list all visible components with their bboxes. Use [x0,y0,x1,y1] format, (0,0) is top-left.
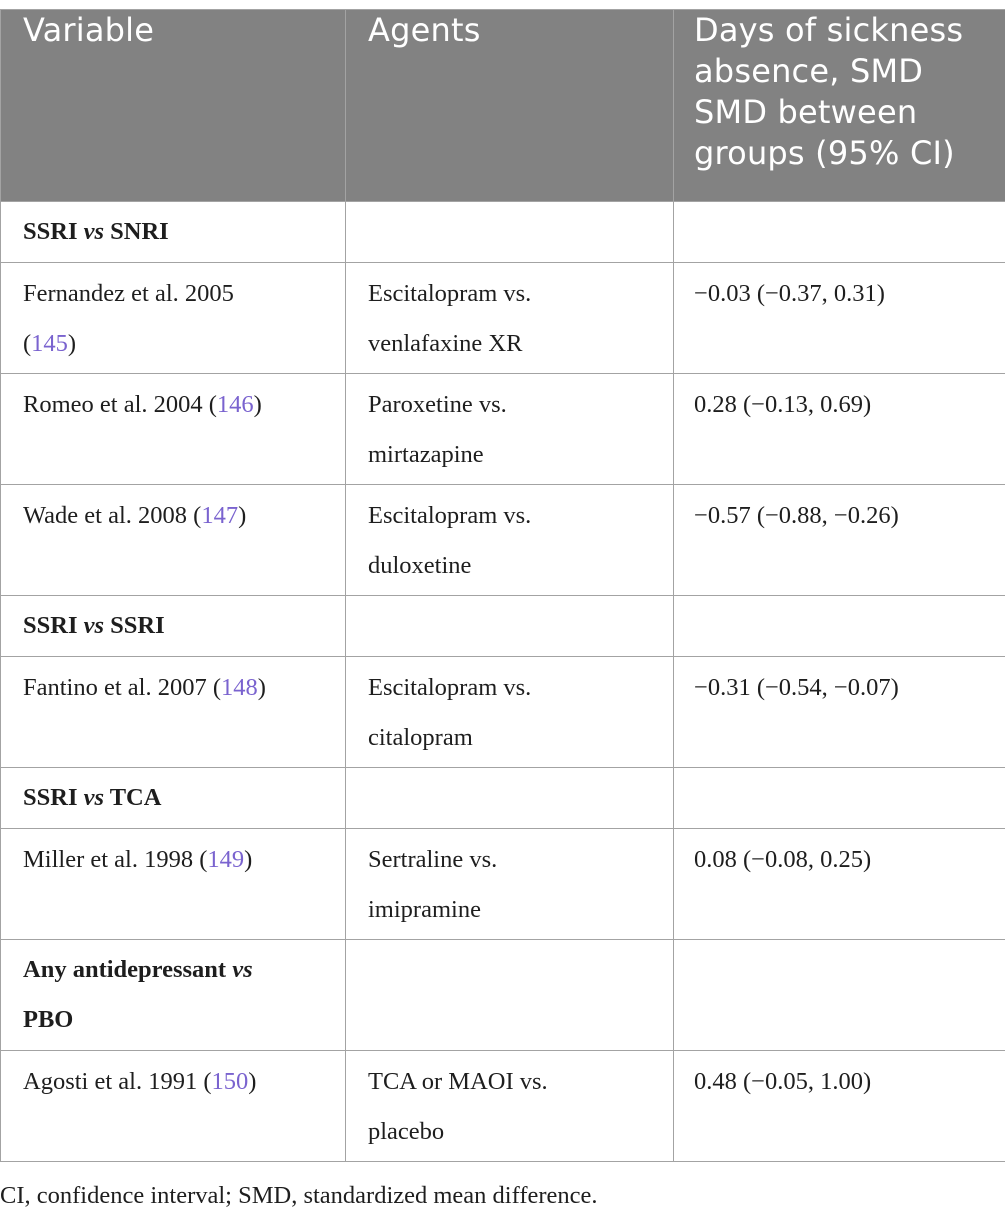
group-row [1,596,1005,657]
group-label: Any antidepressant vs PBO [1,940,346,1051]
study-cell: Wade et al. 2008 (147) [1,485,346,596]
header-row [1,10,1005,202]
reference-link[interactable]: 149 [207,846,245,873]
agents-cell: Escitalopram vs. venlafaxine XR [346,263,674,374]
table-footnote: CI, confidence interval; SMD, standardized mean difference. [0,1182,598,1209]
header-smd-line3: SMD between [694,93,918,131]
smd-cell: −0.31 (−0.54, −0.07) [674,657,1005,768]
group-label: SSRI vs SNRI [1,202,346,263]
group-row [1,768,1005,829]
group-empty-cell [674,768,1005,829]
group-empty-cell [346,768,674,829]
header-smd-line1: Days of sickness [694,11,964,49]
agents-cell: TCA or MAOI vs. placebo [346,1051,674,1162]
group-empty-cell [346,202,674,263]
group-label: SSRI vs SSRI [1,596,346,657]
header-variable: Variable [1,10,346,202]
group-empty-cell [346,940,674,1051]
smd-cell: 0.08 (−0.08, 0.25) [674,829,1005,940]
table-row [1,374,1005,485]
table-row [1,657,1005,768]
study-cell: Miller et al. 1998 (149) [1,829,346,940]
group-label: SSRI vs TCA [1,768,346,829]
group-empty-cell [346,596,674,657]
smd-cell: 0.28 (−0.13, 0.69) [674,374,1005,485]
agents-cell: Paroxetine vs. mirtazapine [346,374,674,485]
study-cell: Agosti et al. 1991 (150) [1,1051,346,1162]
reference-link[interactable]: 148 [221,674,258,701]
group-empty-cell [674,596,1005,657]
table-row [1,263,1005,374]
reference-link[interactable]: 145 [31,330,68,357]
reference-link[interactable]: 147 [201,502,239,529]
header-smd-line2: absence, SMD [694,52,924,90]
smd-cell: −0.03 (−0.37, 0.31) [674,263,1005,374]
smd-cell: 0.48 (−0.05, 1.00) [674,1051,1005,1162]
table-row [1,485,1005,596]
agents-cell: Sertraline vs. imipramine [346,829,674,940]
group-row [1,202,1005,263]
table-row [1,1051,1005,1162]
header-smd [674,10,1005,202]
study-cell: Romeo et al. 2004 (146) [1,374,346,485]
table-row [1,829,1005,940]
group-empty-cell [674,940,1005,1051]
study-cell: Fernandez et al. 2005 (145) [1,263,346,374]
header-agents: Agents [346,10,674,202]
group-row [1,940,1005,1051]
smd-cell: −0.57 (−0.88, −0.26) [674,485,1005,596]
group-empty-cell [674,202,1005,263]
reference-link[interactable]: 146 [216,391,254,418]
header-smd-line4: groups (95% CI) [694,134,955,172]
results-table [0,9,1005,1162]
reference-link[interactable]: 150 [211,1068,249,1095]
agents-cell: Escitalopram vs. duloxetine [346,485,674,596]
agents-cell: Escitalopram vs. citalopram [346,657,674,768]
study-cell: Fantino et al. 2007 (148) [1,657,346,768]
